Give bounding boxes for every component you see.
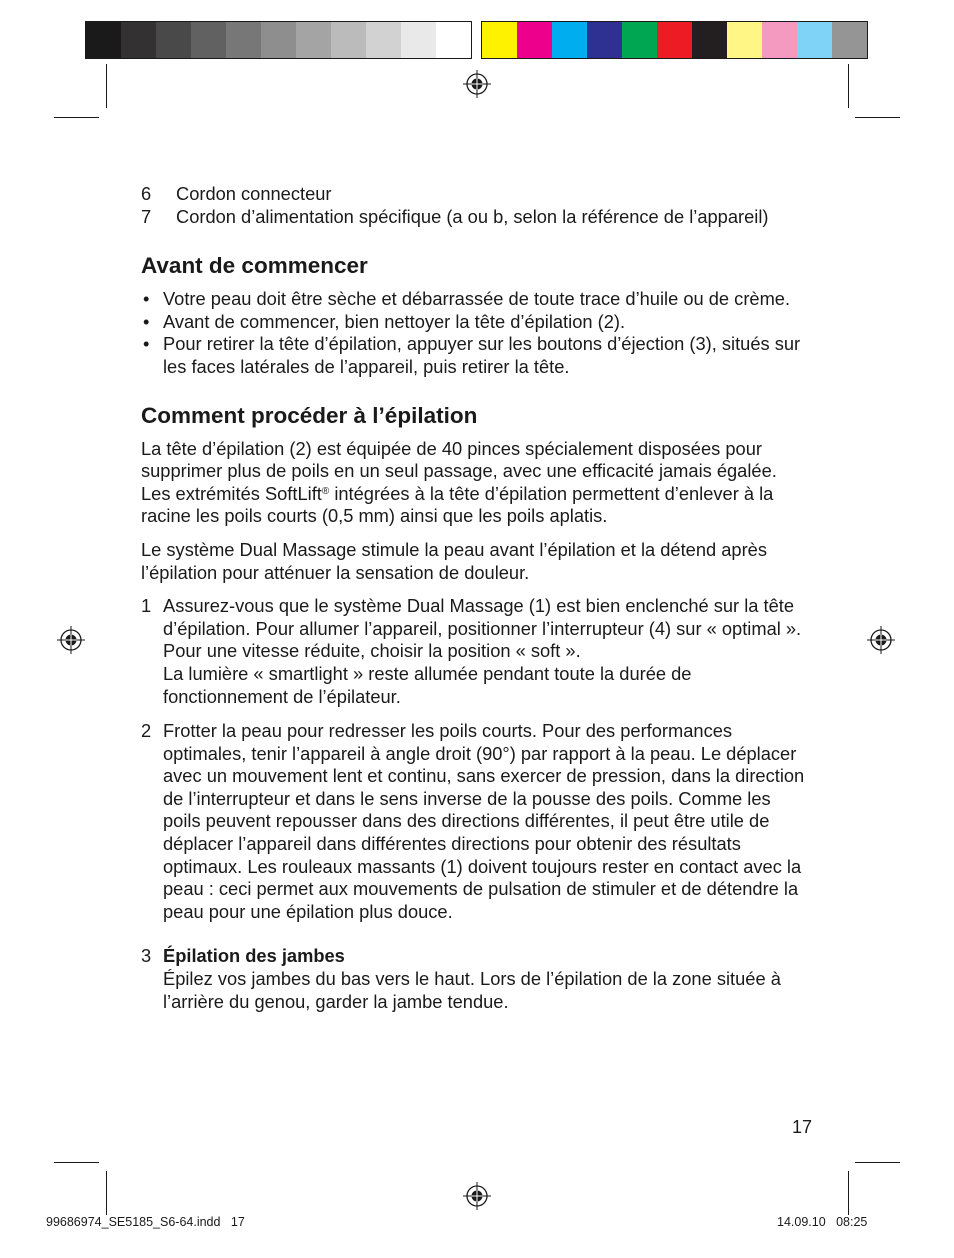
paragraph [141, 438, 811, 528]
registration-mark-icon [463, 70, 491, 98]
crop-mark [106, 64, 107, 108]
bullet-icon: • [143, 288, 150, 310]
bullet-text: Votre peau doit être sèche et débarrassée de toute trace d’huile ou de crème. [163, 288, 791, 310]
color-swatch [552, 22, 587, 58]
color-swatch [261, 22, 296, 58]
color-swatch [191, 22, 226, 58]
step-item [141, 945, 811, 1013]
crop-mark [106, 1171, 107, 1215]
steps-list [141, 595, 811, 1013]
page-content [141, 183, 811, 1013]
bullet-text: Pour retirer la tête d’épilation, appuyer sur les boutons d’éjection (3), situés sur les faces latérales de l’appareil, puis retirer la tête. [163, 333, 801, 377]
color-swatch [727, 22, 762, 58]
bullet-icon: • [143, 310, 150, 332]
color-swatch [692, 22, 727, 58]
registration-mark-icon [463, 1182, 491, 1210]
footer-date: 14.09.10 08:25 [777, 1215, 868, 1229]
color-swatch [587, 22, 622, 58]
paragraph-text: La tête d’épilation (2) est équipée de 40 pinces spécialement disposées pour supprimer plus de poils en un seul passage, avec une efficacité jamais égalée. Les extrémités SoftLift [141, 437, 777, 504]
color-swatch [331, 22, 366, 58]
list-item-number: 7 [141, 205, 152, 227]
color-swatch [296, 22, 331, 58]
color-swatch [366, 22, 401, 58]
list-item-number: 6 [141, 183, 152, 204]
registration-mark-icon [57, 626, 85, 654]
color-swatch [482, 22, 517, 58]
color-swatch [156, 22, 191, 58]
step-title: Épilation des jambes [163, 945, 345, 967]
step-text: Frotter la peau pour redresser les poils courts. Pour des performances optimales, tenir l’appareil à angle droit (90°) par rapport à la peau. Le déplacer avec un mouvement lent et continu, sans exercer de pression, dans la direction de l’interrupteur et dans le sens inverse de la pousse des poils. Comme les poils peuvent repousser dans des directions différentes, il peut être utile de déplacer l’appareil dans différentes directions pour obtenir des résultats optimaux. Les rouleaux massants (1) doivent toujours rester en contact avec la peau : ceci permet aux mouvements de pulsation de stimuler et de détendre la peau pour une épilation plus douce. [163, 720, 805, 922]
bullet-item [141, 288, 811, 311]
step-text: Épilez vos jambes du bas vers le haut. Lors de l’épilation de la zone située à l’arrière du genou, garder la jambe tendue. [163, 968, 781, 1012]
crop-mark [855, 117, 900, 118]
color-swatch [622, 22, 657, 58]
color-swatch [762, 22, 797, 58]
paragraph: Le système Dual Massage stimule la peau avant l’épilation et la détend après l’épilation pour atténuer la sensation de douleur. [141, 538, 767, 583]
bullet-item [141, 311, 811, 334]
bullet-list [141, 288, 811, 378]
step-item [141, 595, 811, 708]
color-swatch [436, 22, 471, 58]
color-swatch [401, 22, 436, 58]
crop-mark [848, 1171, 849, 1215]
step-number: 3 [141, 945, 152, 967]
section-heading: Comment procéder à l’épilation [141, 402, 478, 428]
section-heading: Avant de commencer [141, 253, 368, 279]
crop-mark [54, 117, 99, 118]
crop-mark [855, 1162, 900, 1163]
list-item-text: Cordon connecteur [176, 183, 332, 204]
step-text: Assurez-vous que le système Dual Massage (1) est bien enclenché sur la tête d’épilation. Pour allumer l’appareil, positionner l’interrupteur (4) sur « optimal ». Pour une vitesse réduite, choisir la position « soft ». [163, 595, 802, 662]
crop-mark [54, 1162, 99, 1163]
step-number: 1 [141, 595, 152, 617]
step-number: 2 [141, 720, 152, 742]
bullet-item [141, 333, 811, 378]
bullet-icon: • [143, 333, 150, 355]
color-swatch [517, 22, 552, 58]
color-swatch [226, 22, 261, 58]
page-number: 17 [792, 1117, 813, 1137]
color-swatch [86, 22, 121, 58]
list-item [141, 183, 811, 206]
list-item-text: Cordon d’alimentation spécifique (a ou b, selon la référence de l’appareil) [176, 205, 769, 227]
paragraph-text: intégrées à la tête d’épilation permettent d’enlever à la racine les poils courts (0,5 mm) ainsi que les poils aplatis. [141, 482, 774, 527]
color-swatch [832, 22, 867, 58]
registration-mark-icon [867, 626, 895, 654]
grayscale-color-bar [85, 21, 472, 59]
step-text: La lumière « smartlight » reste allumée pendant toute la durée de fonctionnement de l’épilateur. [163, 662, 692, 707]
color-swatch [121, 22, 156, 58]
process-color-bar [481, 21, 868, 59]
crop-mark [848, 64, 849, 108]
footer-file-info: 99686974_SE5185_S6-64.indd 17 [46, 1215, 245, 1229]
list-item [141, 206, 811, 229]
color-swatch [797, 22, 832, 58]
registered-mark: ® [321, 485, 330, 497]
color-swatch [657, 22, 692, 58]
step-item [141, 720, 811, 923]
bullet-text: Avant de commencer, bien nettoyer la tête d’épilation (2). [163, 310, 626, 332]
parts-list [141, 183, 811, 228]
